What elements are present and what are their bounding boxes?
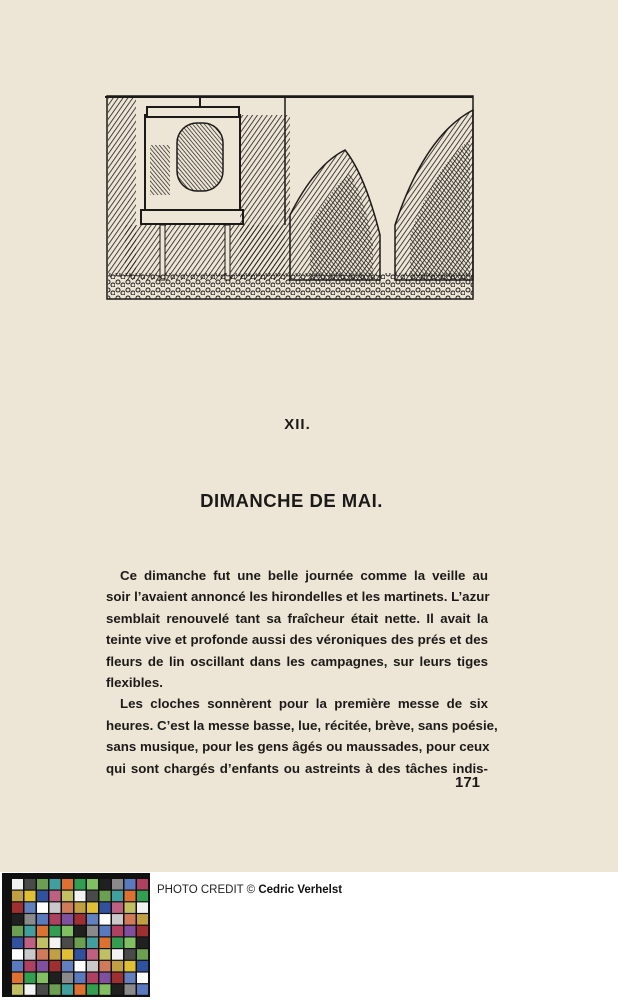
text-line: qui sont chargés d’enfants ou astreints à des tâches indis- bbox=[106, 760, 488, 776]
color-patch bbox=[25, 973, 36, 984]
color-patch bbox=[100, 926, 111, 937]
color-patch bbox=[62, 926, 73, 937]
chapter-number: XII. bbox=[284, 416, 311, 433]
color-patch bbox=[87, 961, 98, 972]
color-patch bbox=[125, 949, 136, 960]
text-line: Les cloches sonnèrent pour la première messe de six bbox=[120, 696, 488, 712]
page-number: 171 bbox=[455, 774, 481, 791]
color-patch bbox=[75, 984, 86, 995]
color-patch bbox=[137, 973, 148, 984]
color-patch bbox=[12, 902, 23, 913]
color-patch bbox=[12, 926, 23, 937]
color-patch bbox=[100, 973, 111, 984]
text-line: Ce dimanche fut une belle journée comme la veille au bbox=[120, 568, 488, 583]
color-patch bbox=[37, 902, 48, 913]
color-patch bbox=[112, 891, 123, 902]
color-patch bbox=[37, 879, 48, 890]
color-patch bbox=[50, 973, 61, 984]
color-patch bbox=[12, 938, 23, 949]
color-patch bbox=[100, 949, 111, 960]
color-patch bbox=[12, 879, 23, 890]
color-patch bbox=[62, 914, 73, 925]
color-patch bbox=[12, 973, 23, 984]
color-patch bbox=[87, 902, 98, 913]
color-patch bbox=[125, 902, 136, 913]
color-patch bbox=[25, 984, 36, 995]
color-patch bbox=[37, 938, 48, 949]
color-patch bbox=[12, 984, 23, 995]
color-patch bbox=[125, 926, 136, 937]
color-patch bbox=[87, 973, 98, 984]
color-patch bbox=[62, 938, 73, 949]
color-patch bbox=[25, 891, 36, 902]
color-patch bbox=[100, 891, 111, 902]
color-patch bbox=[50, 879, 61, 890]
body-text bbox=[106, 565, 498, 779]
color-patch bbox=[37, 914, 48, 925]
color-patch bbox=[25, 902, 36, 913]
color-patch bbox=[137, 926, 148, 937]
color-patch bbox=[25, 938, 36, 949]
color-patch bbox=[62, 973, 73, 984]
color-patch bbox=[75, 914, 86, 925]
color-patch bbox=[87, 926, 98, 937]
chapter-title: DIMANCHE DE MAI. bbox=[200, 490, 383, 511]
color-patch bbox=[100, 914, 111, 925]
text-line: fleurs de lin oscillant dans les campagnes, sur leurs tiges bbox=[106, 653, 488, 669]
color-patch bbox=[25, 961, 36, 972]
color-patch bbox=[112, 914, 123, 925]
text-line: semblait renouvelé tant sa fraîcheur était nette. Il avait la bbox=[106, 610, 488, 626]
color-patch bbox=[37, 891, 48, 902]
color-patch bbox=[87, 891, 98, 902]
color-patch bbox=[125, 938, 136, 949]
credit-prefix: PHOTO CREDIT © bbox=[157, 884, 256, 896]
color-patch bbox=[12, 914, 23, 925]
color-patch bbox=[112, 973, 123, 984]
color-patch bbox=[125, 879, 136, 890]
color-patch bbox=[100, 961, 111, 972]
color-patch bbox=[37, 949, 48, 960]
color-patch bbox=[37, 926, 48, 937]
text-line: teinte vive et profonde aussi des véroniques des prés et des bbox=[106, 632, 488, 648]
color-patch bbox=[75, 926, 86, 937]
color-patch bbox=[50, 914, 61, 925]
color-patch bbox=[112, 879, 123, 890]
color-patch bbox=[75, 879, 86, 890]
color-patch bbox=[75, 961, 86, 972]
color-patch bbox=[112, 984, 123, 995]
color-patch bbox=[50, 984, 61, 995]
color-patch bbox=[100, 879, 111, 890]
color-patch bbox=[100, 984, 111, 995]
color-patch bbox=[25, 926, 36, 937]
color-patch bbox=[87, 984, 98, 995]
color-patch bbox=[137, 879, 148, 890]
color-patch bbox=[125, 891, 136, 902]
color-patch bbox=[100, 902, 111, 913]
color-patch bbox=[112, 949, 123, 960]
color-patch bbox=[125, 973, 136, 984]
color-patch bbox=[87, 879, 98, 890]
color-patch bbox=[137, 891, 148, 902]
color-patch bbox=[50, 949, 61, 960]
text-line: soir l’avaient annoncé les hirondelles et les martinets. L’azur bbox=[106, 589, 490, 605]
color-patch bbox=[50, 891, 61, 902]
color-patch bbox=[12, 891, 23, 902]
color-patch bbox=[137, 902, 148, 913]
color-patch bbox=[37, 984, 48, 995]
text-line: heures. C’est la messe basse, lue, récitée, brève, sans poésie, bbox=[106, 717, 498, 733]
color-patch bbox=[112, 961, 123, 972]
text-line: sans musique, pour les gens âgés ou maussades, pour ceux bbox=[106, 739, 490, 755]
color-patch bbox=[137, 914, 148, 925]
credit-name: Cedric Verhelst bbox=[258, 884, 343, 896]
color-patch bbox=[75, 891, 86, 902]
color-patch bbox=[112, 938, 123, 949]
color-patch bbox=[37, 961, 48, 972]
color-patch bbox=[137, 949, 148, 960]
color-patch bbox=[87, 949, 98, 960]
color-patch bbox=[62, 961, 73, 972]
church-interior-illustration bbox=[105, 95, 475, 303]
color-patch bbox=[50, 926, 61, 937]
color-patch bbox=[37, 973, 48, 984]
color-patch bbox=[125, 984, 136, 995]
photo-credit bbox=[157, 884, 342, 896]
color-patch bbox=[100, 938, 111, 949]
color-patch bbox=[50, 961, 61, 972]
color-patch bbox=[75, 902, 86, 913]
color-patch bbox=[75, 938, 86, 949]
color-patch bbox=[62, 984, 73, 995]
color-patch bbox=[87, 914, 98, 925]
color-patch bbox=[50, 902, 61, 913]
color-patch bbox=[12, 961, 23, 972]
color-patch bbox=[25, 914, 36, 925]
color-patch bbox=[75, 949, 86, 960]
color-patch bbox=[25, 879, 36, 890]
color-calibration-chart bbox=[2, 873, 150, 997]
color-patch bbox=[62, 949, 73, 960]
color-patch bbox=[62, 891, 73, 902]
color-patch bbox=[112, 926, 123, 937]
color-patch bbox=[137, 938, 148, 949]
color-patch bbox=[125, 914, 136, 925]
color-patch bbox=[137, 961, 148, 972]
color-patch bbox=[12, 949, 23, 960]
color-patch bbox=[50, 938, 61, 949]
color-patch bbox=[87, 938, 98, 949]
color-patch bbox=[137, 984, 148, 995]
color-patch bbox=[125, 961, 136, 972]
color-patch bbox=[62, 879, 73, 890]
color-patch bbox=[25, 949, 36, 960]
color-patch bbox=[62, 902, 73, 913]
color-patch bbox=[75, 973, 86, 984]
text-line: flexibles. bbox=[106, 674, 163, 690]
color-patch bbox=[112, 902, 123, 913]
